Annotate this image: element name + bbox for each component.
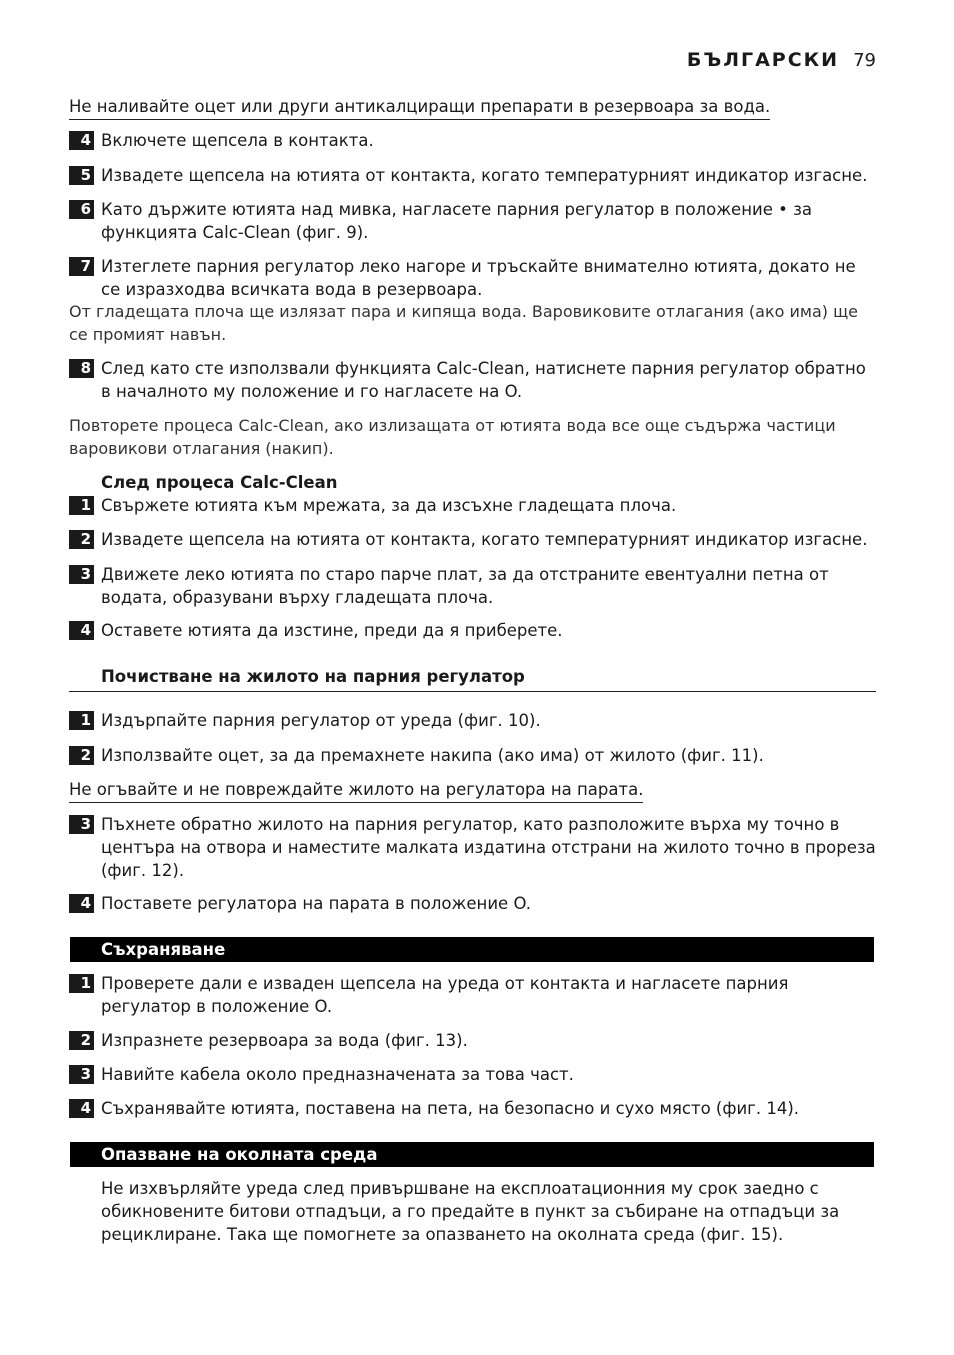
page-header xyxy=(687,49,876,71)
note-text: Повторете процеса Calc-Clean, ако излизащата от ютията вода все още съдържа частици варовикови отлагания (накип). xyxy=(69,416,836,458)
step-number: 5 xyxy=(69,166,94,185)
environment-paragraph: Не изхвърляйте уреда след привършване на експлоатационния му срок заедно с обикновените битови отпадъци, а го предайте в пункт за събиране на отпадъци за рециклиране. Така ще помогнете за опазването на околната среда (фиг. 15). xyxy=(101,1179,840,1244)
step-item xyxy=(69,709,877,732)
caution-vinegar: Не наливайте оцет или други антикалциращи препарати в резервоара за вода. xyxy=(69,95,770,120)
step-text: Като държите ютията над мивка, нагласете парния регулатор в положение • за функцията Calc-Clean (фиг. 9). xyxy=(101,200,812,242)
step-item xyxy=(69,1029,877,1052)
step-item xyxy=(69,528,877,551)
section-heading-steam-stem: Почистване на жилото на парния регулатор xyxy=(69,665,876,692)
step-number: 8 xyxy=(69,359,94,378)
step-text: Изтеглете парния регулатор леко нагоре и тръскайте внимателно ютията, докато не се изразходва всичката вода в резервоара. xyxy=(101,257,856,299)
step-item xyxy=(69,357,877,403)
section-heading-after-calc: След процеса Calc-Clean xyxy=(101,473,338,492)
step-item xyxy=(69,198,877,244)
step-number: 4 xyxy=(69,131,94,150)
step-text: Проверете дали е изваден щепсела на уреда от контакта и нагласете парния регулатор в положение O. xyxy=(101,974,789,1016)
step-number: 2 xyxy=(69,746,94,765)
step-item xyxy=(69,619,877,642)
section-bar-environment: Опазване на околната среда xyxy=(70,1142,874,1167)
caution-stem: Не огъвайте и не повреждайте жилото на регулатора на парата. xyxy=(69,778,643,803)
page-number: 79 xyxy=(853,50,876,71)
step-item xyxy=(69,892,877,915)
step-text: След като сте използвали функцията Calc-Clean, натиснете парния регулатор обратно в началното му положение и го нагласете на O. xyxy=(101,359,866,401)
step-item xyxy=(69,494,877,517)
step-number: 3 xyxy=(69,565,94,584)
note-steam xyxy=(69,300,877,346)
step-number: 2 xyxy=(69,530,94,549)
step-text: Съхранявайте ютията, поставена на пета, на безопасно и сухо място (фиг. 14). xyxy=(101,1099,800,1118)
step-number: 4 xyxy=(69,894,94,913)
step-item xyxy=(69,164,877,187)
step-text: Издърпайте парния регулатор от уреда (фиг. 10). xyxy=(101,711,541,730)
step-text: Навийте кабела около предназначената за това част. xyxy=(101,1065,574,1084)
step-number: 1 xyxy=(69,496,94,515)
step-number: 1 xyxy=(69,711,94,730)
step-number: 3 xyxy=(69,1065,94,1084)
step-text: Изпразнете резервоара за вода (фиг. 13). xyxy=(101,1031,468,1050)
step-text: Поставете регулатора на парата в положение O. xyxy=(101,894,532,913)
step-text: Пъхнете обратно жилото на парния регулатор, като разположите върха му точно в центъра на отвора и наместите малката издатина отстрани на жилото точно в прореза (фиг. 12). xyxy=(101,815,876,880)
note-repeat xyxy=(69,414,877,460)
note-text: От гладещата плоча ще излязат пара и кипяща вода. Варовиковите отлагания (ако има) ще се промият навън. xyxy=(69,302,858,344)
step-text: Оставете ютията да изстине, преди да я приберете. xyxy=(101,621,563,640)
step-item xyxy=(69,744,877,767)
step-number: 2 xyxy=(69,1031,94,1050)
step-item xyxy=(69,1097,877,1120)
step-item xyxy=(69,972,877,1018)
step-item xyxy=(69,129,877,152)
step-item xyxy=(69,813,877,882)
step-number: 3 xyxy=(69,815,94,834)
step-number: 4 xyxy=(69,1099,94,1118)
step-item xyxy=(69,563,877,609)
step-item xyxy=(69,1063,877,1086)
step-text: Използвайте оцет, за да премахнете накипа (ако има) от жилото (фиг. 11). xyxy=(101,746,764,765)
step-number: 7 xyxy=(69,257,94,276)
step-number: 1 xyxy=(69,974,94,993)
step-text: Включете щепсела в контакта. xyxy=(101,131,374,150)
step-text: Движете леко ютията по старо парче плат, за да отстраните евентуални петна от водата, образувани върху гладещата плоча. xyxy=(101,565,829,607)
language-label: БЪЛГАРСКИ xyxy=(686,49,840,71)
step-text: Извадете щепсела на ютията от контакта, когато температурният индикатор изгасне. xyxy=(101,530,868,549)
step-text: Свържете ютията към мрежата, за да изсъхне гладещата плоча. xyxy=(101,496,677,515)
step-number: 6 xyxy=(69,200,94,219)
step-number: 4 xyxy=(69,621,94,640)
step-text: Извадете щепсела на ютията от контакта, когато температурният индикатор изгасне. xyxy=(101,166,868,185)
step-item xyxy=(69,255,877,301)
section-bar-storage: Съхраняване xyxy=(70,937,874,962)
